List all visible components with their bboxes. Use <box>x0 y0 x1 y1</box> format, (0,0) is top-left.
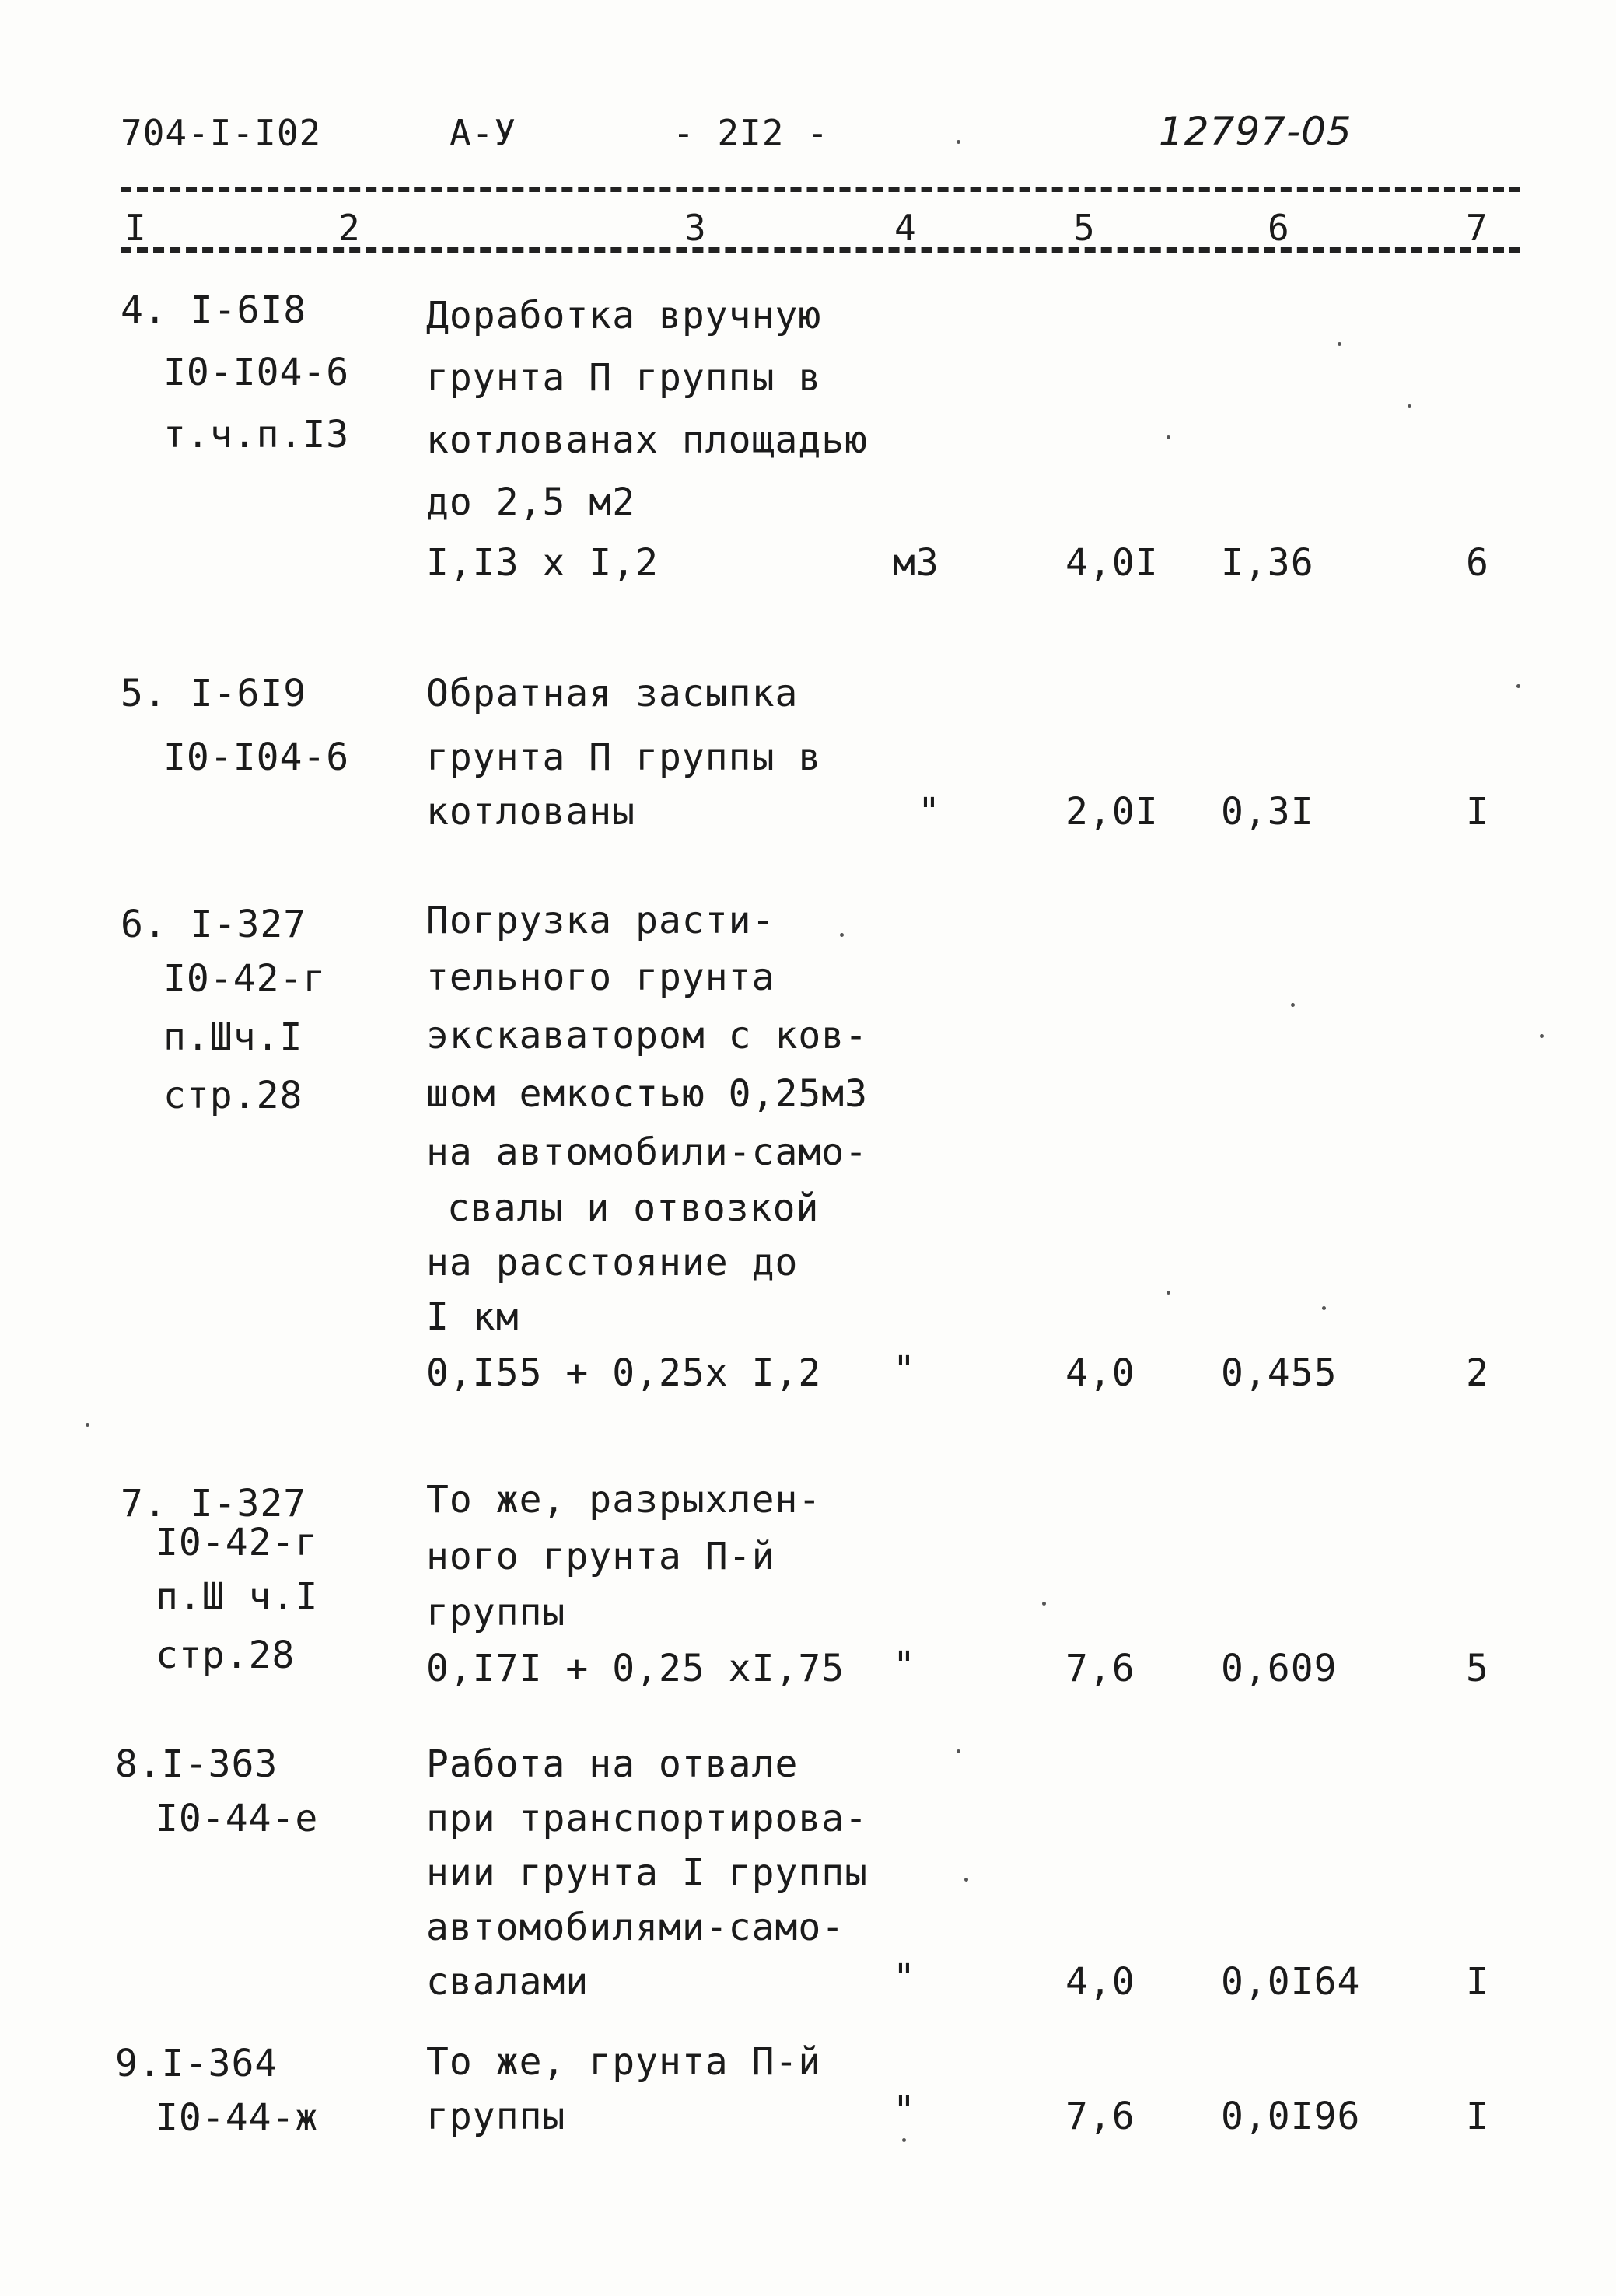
column-number-4: 4 <box>894 207 917 249</box>
scan-speck <box>1291 1003 1295 1007</box>
row-unit: " <box>893 1644 916 1687</box>
scan-speck <box>1167 1291 1170 1295</box>
row-col6: 0,0I96 <box>1221 2095 1361 2138</box>
bottom-dashed-rule <box>121 247 1520 253</box>
row-col7: 6 <box>1466 541 1489 585</box>
row-description: тельного грунта <box>426 956 775 999</box>
row-description: свалы и отвозкой <box>447 1186 820 1230</box>
scan-speck <box>1167 435 1170 439</box>
row-number: 5. I-6I9 <box>121 672 307 715</box>
scan-speck <box>1042 1602 1046 1606</box>
row-col6: 0,609 <box>1221 1647 1338 1690</box>
row-ref: I0-I04-6 <box>163 736 350 779</box>
row-unit: " <box>918 790 941 833</box>
row-description: котлованы <box>426 790 636 833</box>
row-col6: 0,455 <box>1221 1351 1338 1395</box>
row-description: на расстояние до <box>426 1241 799 1284</box>
row-ref: т.ч.п.I3 <box>163 413 350 456</box>
row-number: 7. I-327 <box>121 1482 307 1525</box>
row-description: I,I3 x I,2 <box>426 541 659 585</box>
row-description: ного грунта П-й <box>426 1535 775 1578</box>
scan-speck <box>902 2138 906 2142</box>
row-col5: 7,6 <box>1065 1647 1135 1690</box>
row-description: То же, разрыхлен- <box>426 1478 822 1522</box>
column-number-2: 2 <box>338 207 361 249</box>
row-col7: 5 <box>1466 1647 1489 1690</box>
row-col6: I,36 <box>1221 541 1314 585</box>
row-ref: I0-I04-6 <box>163 351 350 394</box>
column-number-7: 7 <box>1466 207 1488 249</box>
row-number: 6. I-327 <box>121 903 307 946</box>
row-number: 8.I-363 <box>115 1742 278 1786</box>
column-number-5: 5 <box>1073 207 1096 249</box>
row-col7: I <box>1466 2095 1489 2138</box>
row-ref: I0-42-г <box>163 957 327 1001</box>
row-number: 9.I-364 <box>115 2042 278 2085</box>
row-description: шом емкостью 0,25м3 <box>426 1072 869 1116</box>
sheet-number: 12797-05 <box>1159 109 1352 154</box>
row-unit: " <box>893 1348 916 1392</box>
row-col5: 7,6 <box>1065 2095 1135 2138</box>
row-description: То же, грунта П-й <box>426 2040 822 2084</box>
row-description: автомобилями-само- <box>426 1906 845 1949</box>
row-unit: " <box>893 2088 916 2132</box>
row-ref: I0-44-ж <box>156 2096 319 2140</box>
column-number-6: 6 <box>1268 207 1290 249</box>
scan-speck <box>1408 404 1411 408</box>
row-description: 0,I55 + 0,25x I,2 <box>426 1351 822 1395</box>
row-ref: п.Ш ч.I <box>156 1575 319 1619</box>
scan-speck <box>1516 684 1520 688</box>
row-description: на автомобили-само- <box>426 1131 869 1174</box>
row-description: Работа на отвале <box>426 1742 799 1786</box>
row-description: Доработка вручную <box>426 294 822 337</box>
scan-speck <box>86 1423 89 1427</box>
scan-speck <box>1322 1306 1326 1310</box>
row-ref: п.Шч.I <box>163 1015 303 1059</box>
row-number: 4. I-6I8 <box>121 288 307 332</box>
row-description: Обратная засыпка <box>426 672 799 715</box>
scan-speck <box>1338 342 1341 346</box>
row-description: 0,I7I + 0,25 xI,75 <box>426 1647 845 1690</box>
row-ref: I0-42-г <box>156 1521 319 1564</box>
row-col5: 4,0 <box>1065 1351 1135 1395</box>
row-description: до 2,5 м2 <box>426 481 636 524</box>
column-number-3: 3 <box>684 207 707 249</box>
top-dashed-rule <box>121 187 1520 192</box>
doc-code: 704-I-I02 <box>121 112 322 154</box>
row-description: грунта П группы в <box>426 736 822 779</box>
row-col6: 0,3I <box>1221 790 1314 833</box>
row-description: свалами <box>426 1960 589 2004</box>
row-col5: 2,0I <box>1065 790 1159 833</box>
row-description: экскаватором с ков- <box>426 1014 869 1057</box>
page-marker: - 2I2 - <box>673 112 829 154</box>
row-col7: I <box>1466 1960 1489 2004</box>
row-description: котлованах площадью <box>426 418 869 462</box>
row-ref: I0-44-е <box>156 1797 319 1840</box>
scan-speck <box>840 933 844 937</box>
scan-speck <box>964 1878 968 1882</box>
row-col5: 4,0I <box>1065 541 1159 585</box>
scan-speck <box>957 140 960 144</box>
scan-speck <box>1540 1034 1544 1038</box>
row-ref: стр.28 <box>156 1634 296 1677</box>
row-ref: стр.28 <box>163 1074 303 1117</box>
row-description: нии грунта I группы <box>426 1851 869 1895</box>
row-description: Погрузка расти- <box>426 899 775 942</box>
row-description: при транспортирова- <box>426 1797 869 1840</box>
row-description: группы <box>426 2095 566 2138</box>
row-description: грунта П группы в <box>426 356 822 400</box>
row-description: I км <box>426 1295 519 1339</box>
row-unit: " <box>893 1956 916 2000</box>
row-col7: I <box>1466 790 1489 833</box>
row-unit: м3 <box>893 541 939 585</box>
row-col5: 4,0 <box>1065 1960 1135 2004</box>
row-description: группы <box>426 1591 566 1634</box>
scan-speck <box>957 1749 960 1753</box>
row-col7: 2 <box>1466 1351 1489 1395</box>
row-col6: 0,0I64 <box>1221 1960 1361 2004</box>
column-number-1: I <box>124 207 147 249</box>
section-code: А-У <box>449 112 517 154</box>
